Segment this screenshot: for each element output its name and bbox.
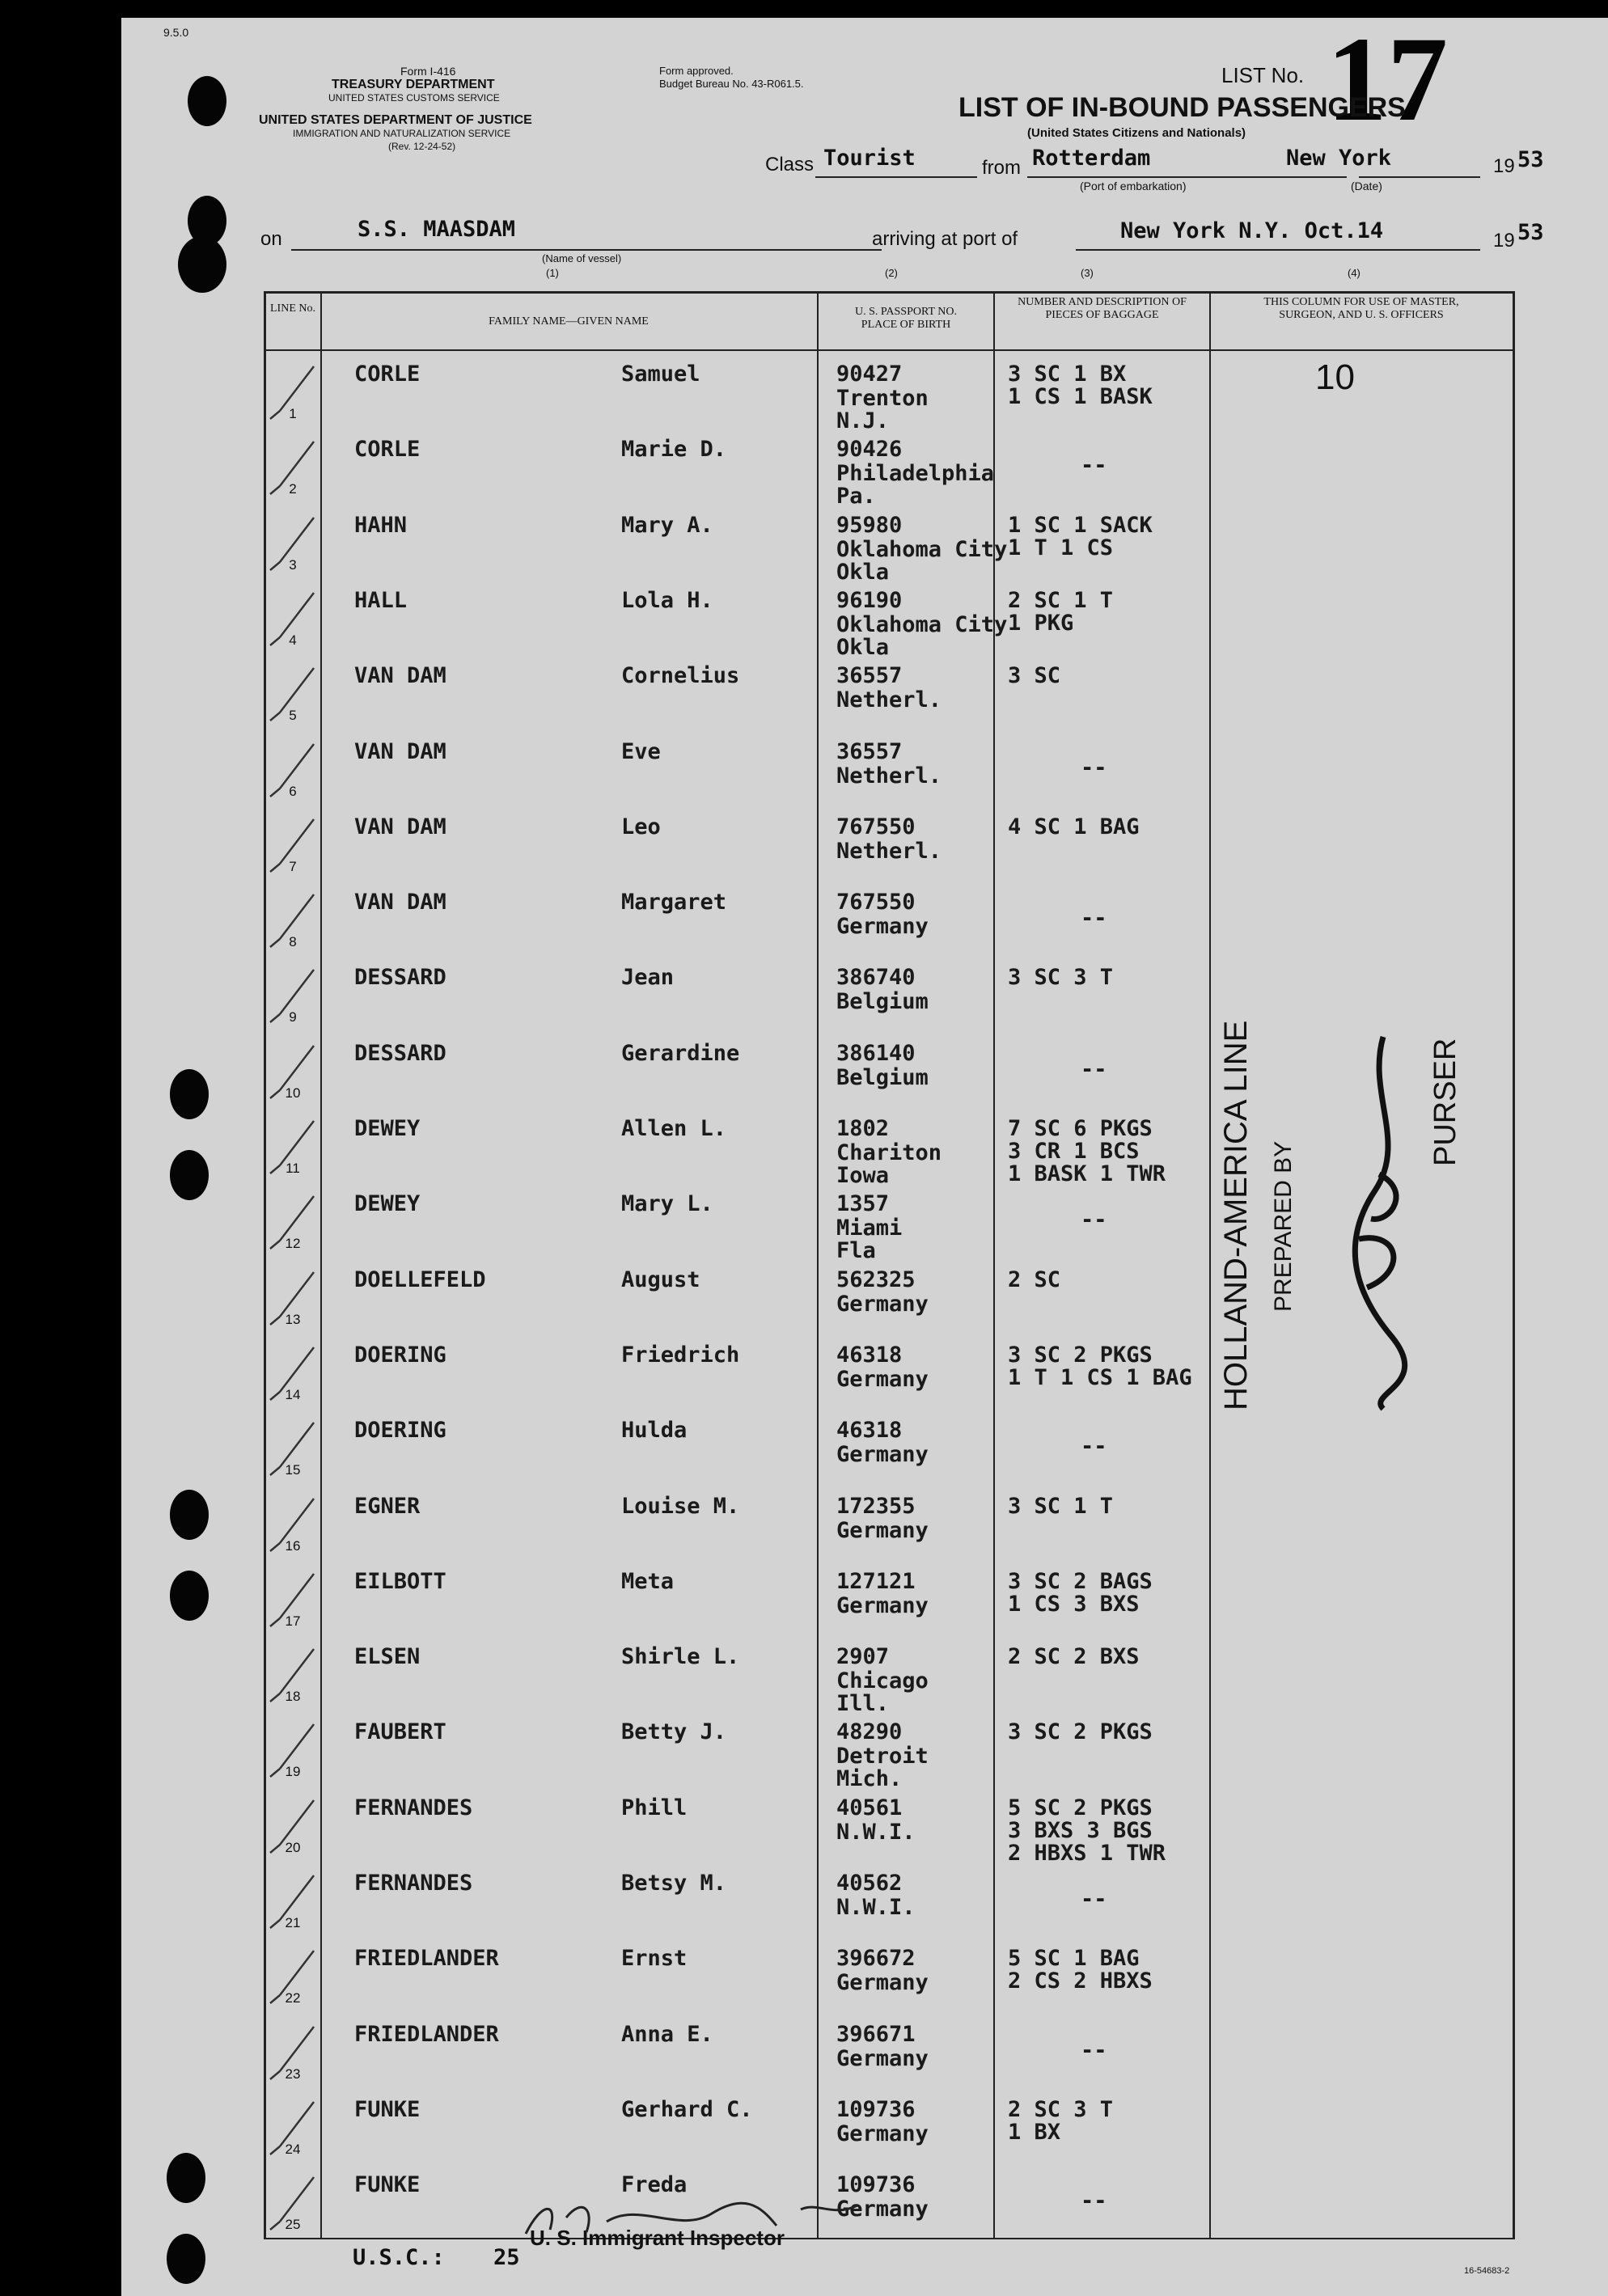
baggage-description: 4 SC 1 BAG (1008, 814, 1140, 839)
family-name: DOERING (354, 1342, 446, 1368)
family-name: HALL (354, 587, 408, 613)
passport-number: 40561 (836, 1795, 903, 1820)
check-mark (264, 815, 320, 880)
date-underline (1359, 176, 1480, 178)
from-label: from (982, 157, 1021, 179)
given-name: Meta (621, 1568, 675, 1594)
family-name: DESSARD (354, 1040, 446, 1066)
passport-number: 48290 (836, 1719, 903, 1745)
line-number: 17 (285, 1613, 301, 1629)
family-name: CORLE (354, 362, 421, 387)
baggage-description: 1 CS 3 BXS (1008, 1591, 1140, 1617)
inspector-signature (518, 2193, 882, 2242)
line-number: 16 (285, 1537, 301, 1554)
place-of-birth: Netherl. (836, 763, 942, 789)
no-baggage-dash: -- (1081, 1056, 1107, 1082)
vessel-name: S.S. MAASDAM (358, 217, 516, 242)
passport-number: 1802 (836, 1116, 890, 1141)
passport-number: 109736 (836, 2096, 916, 2122)
family-name: DEWEY (354, 1191, 421, 1217)
check-mark (264, 514, 320, 578)
vessel-underline (291, 249, 882, 251)
no-baggage-dash: -- (1081, 1887, 1107, 1912)
no-baggage-dash: -- (1081, 1434, 1107, 1460)
place-of-birth: N.W.I. (836, 1895, 916, 1920)
baggage-description: 1 CS 1 BASK (1008, 384, 1153, 409)
passport-number: 109736 (836, 2172, 916, 2198)
punch-hole (167, 2153, 205, 2203)
arrival-year: 53 (1517, 220, 1544, 245)
punch-hole (170, 1571, 209, 1621)
place-of-birth: Germany (836, 1366, 929, 1392)
check-mark (264, 966, 320, 1030)
given-name: Eve (621, 738, 661, 764)
baggage-description: 3 SC (1008, 663, 1061, 689)
line-number: 22 (285, 1990, 301, 2006)
given-name: Betty J. (621, 1719, 727, 1745)
baggage-description: 7 SC 6 PKGS (1008, 1116, 1153, 1141)
place-of-birth: Okla (836, 559, 890, 585)
check-mark (264, 589, 320, 653)
given-name: Ernst (621, 1946, 688, 1972)
check-mark (264, 1871, 320, 1936)
passport-number: 40562 (836, 1871, 903, 1896)
given-name: Louise M. (621, 1493, 740, 1519)
baggage-description: 5 SC 2 PKGS (1008, 1795, 1153, 1820)
baggage-description: 3 SC 2 PKGS (1008, 1719, 1153, 1745)
family-name: DEWEY (354, 1116, 421, 1141)
column-header-line: LINE No. (270, 302, 315, 315)
family-name: VAN DAM (354, 738, 446, 764)
baggage-description: 3 SC 2 PKGS (1008, 1342, 1153, 1368)
check-mark (264, 362, 320, 427)
date-place: New York (1286, 146, 1392, 171)
line-number: 14 (285, 1386, 301, 1402)
ins-line: IMMIGRATION AND NATURALIZATION SERVICE (293, 128, 511, 139)
baggage-description: 2 HBXS 1 TWR (1008, 1840, 1166, 1866)
list-number: 17 (1327, 12, 1448, 146)
line-number: 23 (285, 2066, 301, 2082)
family-name: DESSARD (354, 965, 446, 991)
line-number: 4 (289, 632, 297, 648)
class-label: Class (765, 154, 815, 175)
punch-hole (188, 76, 226, 126)
passport-number: 95980 (836, 512, 903, 538)
place-of-birth: Oklahoma City (836, 536, 1008, 562)
place-of-birth: Germany (836, 1442, 929, 1468)
check-mark (264, 1495, 320, 1559)
check-mark (264, 2023, 320, 2087)
given-name: Mary A. (621, 512, 713, 538)
purser-label: PURSER (1428, 1038, 1462, 1166)
given-name: Gerardine (621, 1040, 740, 1066)
punch-hole (170, 1490, 209, 1540)
passport-number: 386740 (836, 965, 916, 991)
document-subtitle: (United States Citizens and Nationals) (1027, 126, 1246, 140)
family-name: CORLE (354, 437, 421, 463)
passport-number: 767550 (836, 814, 916, 839)
line-number: 5 (289, 708, 297, 724)
usc-count: 25 (493, 2245, 520, 2270)
passport-number: 2907 (836, 1644, 890, 1670)
given-name: Jean (621, 965, 675, 991)
given-name: Leo (621, 814, 661, 839)
passport-number: 1357 (836, 1191, 890, 1217)
passport-number: 767550 (836, 890, 916, 915)
family-name: FRIEDLANDER (354, 1946, 499, 1972)
given-name: Shirle L. (621, 1644, 740, 1670)
column-header-officers: THIS COLUMN FOR USE OF MASTER, SURGEON, AND U. S. OFFICERS (1263, 296, 1459, 321)
passport-column-rule (993, 291, 995, 2239)
passport-number: 36557 (836, 663, 903, 689)
place-of-birth: Germany (836, 2197, 929, 2222)
baggage-description: 3 CR 1 BCS (1008, 1139, 1140, 1164)
line-number: 12 (285, 1236, 301, 1252)
corner-mark: 9.5.0 (163, 26, 189, 39)
holland-america-stamp: HOLLAND-AMERICA LINE (1218, 1020, 1254, 1410)
place-of-birth: Philadelphia (836, 461, 995, 487)
place-of-birth: Belgium (836, 989, 929, 1015)
line-number: 11 (286, 1161, 300, 1176)
line-number: 1 (289, 406, 297, 421)
baggage-description: 3 SC 1 T (1008, 1493, 1114, 1519)
place-of-birth: Chicago (836, 1668, 929, 1694)
officer-column-number: (4) (1348, 267, 1360, 279)
place-of-birth: Okla (836, 634, 890, 660)
check-mark (264, 1720, 320, 1785)
check-mark (264, 1645, 320, 1710)
check-mark (264, 1419, 320, 1483)
check-mark (264, 664, 320, 729)
given-name: Phill (621, 1795, 688, 1820)
check-mark (264, 1042, 320, 1106)
baggage-column-rule (1209, 291, 1211, 2239)
line-number: 18 (285, 1689, 301, 1705)
treasury-department: TREASURY DEPARTMENT (332, 78, 495, 91)
place-of-birth: Iowa (836, 1163, 890, 1188)
given-name: Friedrich (621, 1342, 740, 1368)
given-name: Samuel (621, 362, 700, 387)
given-name: Betsy M. (621, 1871, 727, 1896)
column-header-baggage: NUMBER AND DESCRIPTION OF PIECES OF BAGGAGE (1018, 296, 1187, 321)
year-prefix: 19 (1493, 155, 1515, 177)
no-baggage-dash: -- (1081, 2037, 1107, 2063)
passport-number: 127121 (836, 1568, 916, 1594)
line-number: 8 (289, 934, 297, 950)
check-mark (264, 740, 320, 805)
line-number: 13 (285, 1311, 301, 1327)
date-caption: (Date) (1351, 180, 1382, 192)
check-mark (264, 438, 320, 502)
column-header-passport: U. S. PASSPORT NO. PLACE OF BIRTH (855, 306, 957, 331)
place-of-birth: Germany (836, 914, 929, 940)
list-number-label: LIST No. (1221, 63, 1305, 87)
family-name: VAN DAM (354, 663, 446, 689)
baggage-description: 1 SC 1 SACK (1008, 512, 1153, 538)
class-underline (815, 176, 977, 178)
given-name: Lola H. (621, 587, 713, 613)
place-of-birth: Germany (836, 1970, 929, 1996)
table-header-rule (264, 349, 1514, 351)
check-mark (264, 2173, 320, 2238)
place-of-birth: Germany (836, 1517, 929, 1543)
line-number: 20 (285, 1839, 301, 1855)
budget-bureau: Budget Bureau No. 43-R061.5. (659, 78, 804, 90)
place-of-birth: Pa. (836, 484, 876, 510)
line-column-rule (320, 291, 322, 2239)
baggage-description: 3 SC 2 BAGS (1008, 1568, 1153, 1594)
place-of-birth: Miami (836, 1216, 903, 1241)
manifest-page (121, 12, 1608, 2296)
revision: (Rev. 12-24-52) (388, 141, 456, 152)
prepared-by-label: PREPARED BY (1270, 1140, 1297, 1312)
baggage-column-number: (3) (1081, 267, 1094, 279)
punch-hole (170, 1150, 209, 1200)
family-name: FRIEDLANDER (354, 2021, 499, 2047)
family-name: VAN DAM (354, 890, 446, 915)
baggage-description: 1 T 1 CS 1 BAG (1008, 1364, 1192, 1390)
passport-number: 36557 (836, 738, 903, 764)
given-name: Anna E. (621, 2021, 713, 2047)
check-mark (264, 1117, 320, 1182)
family-name: ELSEN (354, 1644, 421, 1670)
given-name: Margaret (621, 890, 727, 915)
place-of-birth: Netherl. (836, 838, 942, 864)
table-top-rule (264, 291, 1514, 294)
family-name: FAUBERT (354, 1719, 446, 1745)
family-name: EILBOTT (354, 1568, 446, 1594)
given-name: Gerhard C. (621, 2096, 753, 2122)
check-mark (264, 1268, 320, 1333)
table-bottom-rule (264, 2238, 1514, 2239)
baggage-description: 2 CS 2 HBXS (1008, 1968, 1153, 1994)
arriving-label: arriving at port of (872, 228, 1018, 250)
name-column-rule (817, 291, 819, 2239)
punch-hole (170, 1069, 209, 1119)
on-label: on (260, 228, 282, 250)
given-name: Cornelius (621, 663, 740, 689)
vessel-caption: (Name of vessel) (542, 252, 622, 264)
family-name: DOELLEFELD (354, 1266, 486, 1292)
line-number: 6 (289, 783, 297, 799)
family-name: FUNKE (354, 2172, 421, 2198)
line-number: 15 (285, 1462, 301, 1478)
form-number: Form I-416 (400, 65, 456, 78)
place-of-birth: Mich. (836, 1766, 903, 1792)
port-of-embarkation: Rotterdam (1032, 146, 1151, 171)
form-approved: Form approved. (659, 65, 734, 77)
no-baggage-dash: -- (1081, 1207, 1107, 1233)
check-mark (264, 1192, 320, 1257)
no-baggage-dash: -- (1081, 453, 1107, 479)
arrival-year-prefix: 19 (1493, 230, 1515, 252)
punch-hole (167, 2234, 205, 2284)
family-name: EGNER (354, 1493, 421, 1519)
check-mark (264, 1796, 320, 1861)
baggage-description: 3 SC 3 T (1008, 965, 1114, 991)
check-mark (264, 2098, 320, 2163)
passport-number: 90427 (836, 362, 903, 387)
customs-service: UNITED STATES CUSTOMS SERVICE (328, 92, 500, 104)
check-mark (264, 890, 320, 955)
line-number: 9 (289, 1009, 297, 1025)
place-of-birth: Germany (836, 2121, 929, 2146)
port-caption: (Port of embarkation) (1080, 180, 1187, 192)
baggage-description: 2 SC (1008, 1266, 1061, 1292)
place-of-birth: N.J. (836, 408, 890, 433)
place-of-birth: N.W.I. (836, 1819, 916, 1845)
class-value: Tourist (823, 146, 916, 171)
usc-label: U.S.C.: (353, 2245, 445, 2270)
baggage-description: 1 BX (1008, 2119, 1061, 2145)
year-value: 53 (1517, 147, 1544, 172)
baggage-description: 2 SC 1 T (1008, 587, 1114, 613)
no-baggage-dash: -- (1081, 906, 1107, 932)
line-number: 21 (285, 1915, 301, 1930)
officer-count: 10 (1315, 357, 1355, 397)
place-of-birth: Ill. (836, 1691, 890, 1717)
place-of-birth: Belgium (836, 1064, 929, 1090)
given-name: Allen L. (621, 1116, 727, 1141)
passport-number: 46318 (836, 1418, 903, 1444)
line-number: 25 (285, 2217, 301, 2233)
line-number: 7 (289, 858, 297, 874)
place-of-birth: Germany (836, 1291, 929, 1317)
family-name: FERNANDES (354, 1871, 473, 1896)
passport-number: 46318 (836, 1342, 903, 1368)
given-name: Marie D. (621, 437, 727, 463)
check-mark (264, 1570, 320, 1634)
baggage-description: 1 PKG (1008, 610, 1074, 636)
check-mark (264, 1343, 320, 1408)
family-name: DOERING (354, 1418, 446, 1444)
line-number: 3 (289, 556, 297, 573)
family-name: HAHN (354, 512, 408, 538)
from-underline (1027, 176, 1347, 178)
inspector-label: U. S. Immigrant Inspector (530, 2226, 785, 2250)
arrival-port-date: New York N.Y. Oct.14 (1120, 218, 1384, 243)
given-name: Hulda (621, 1418, 688, 1444)
baggage-description: 5 SC 1 BAG (1008, 1946, 1140, 1972)
no-baggage-dash: -- (1081, 755, 1107, 780)
given-name: Mary L. (621, 1191, 713, 1217)
line-number: 10 (285, 1085, 301, 1101)
baggage-description: 3 BXS 3 BGS (1008, 1817, 1153, 1843)
line-number: 19 (285, 1764, 301, 1780)
document-title: LIST OF IN-BOUND PASSENGERS (958, 92, 1406, 123)
baggage-description: 2 SC 2 BXS (1008, 1644, 1140, 1670)
passport-number: 396671 (836, 2021, 916, 2047)
punch-hole (178, 236, 226, 293)
check-mark (264, 1947, 320, 2011)
given-name: Freda (621, 2172, 688, 2198)
table-right-rule (1513, 291, 1515, 2239)
passport-number: 96190 (836, 587, 903, 613)
no-baggage-dash: -- (1081, 2188, 1107, 2214)
passport-number: 90426 (836, 437, 903, 463)
line-number: 2 (289, 481, 297, 497)
family-name: FUNKE (354, 2096, 421, 2122)
place-of-birth: Germany (836, 1592, 929, 1618)
passport-column-number: (2) (885, 267, 898, 279)
arrival-underline (1076, 249, 1480, 251)
passport-number: 562325 (836, 1266, 916, 1292)
purser-signature (1335, 1029, 1432, 1417)
line-number: 24 (285, 2141, 301, 2157)
baggage-description: 2 SC 3 T (1008, 2096, 1114, 2122)
footer-code: 16-54683-2 (1464, 2266, 1510, 2276)
place-of-birth: Chariton (836, 1140, 942, 1165)
baggage-description: 1 T 1 CS (1008, 535, 1114, 560)
place-of-birth: Netherl. (836, 687, 942, 713)
place-of-birth: Oklahoma City (836, 611, 1008, 637)
passport-number: 396672 (836, 1946, 916, 1972)
place-of-birth: Germany (836, 2045, 929, 2071)
vessel-column-number: (1) (546, 267, 559, 279)
passport-number: 172355 (836, 1493, 916, 1519)
place-of-birth: Detroit (836, 1744, 929, 1770)
baggage-description: 3 SC 1 BX (1008, 362, 1127, 387)
baggage-description: 1 BASK 1 TWR (1008, 1161, 1166, 1186)
given-name: August (621, 1266, 700, 1292)
passport-number: 386140 (836, 1040, 916, 1066)
family-name: FERNANDES (354, 1795, 473, 1820)
place-of-birth: Fla (836, 1238, 876, 1264)
column-header-name: FAMILY NAME—GIVEN NAME (489, 315, 649, 328)
family-name: VAN DAM (354, 814, 446, 839)
doj-line: UNITED STATES DEPARTMENT OF JUSTICE (259, 113, 532, 127)
place-of-birth: Trenton (836, 386, 929, 411)
